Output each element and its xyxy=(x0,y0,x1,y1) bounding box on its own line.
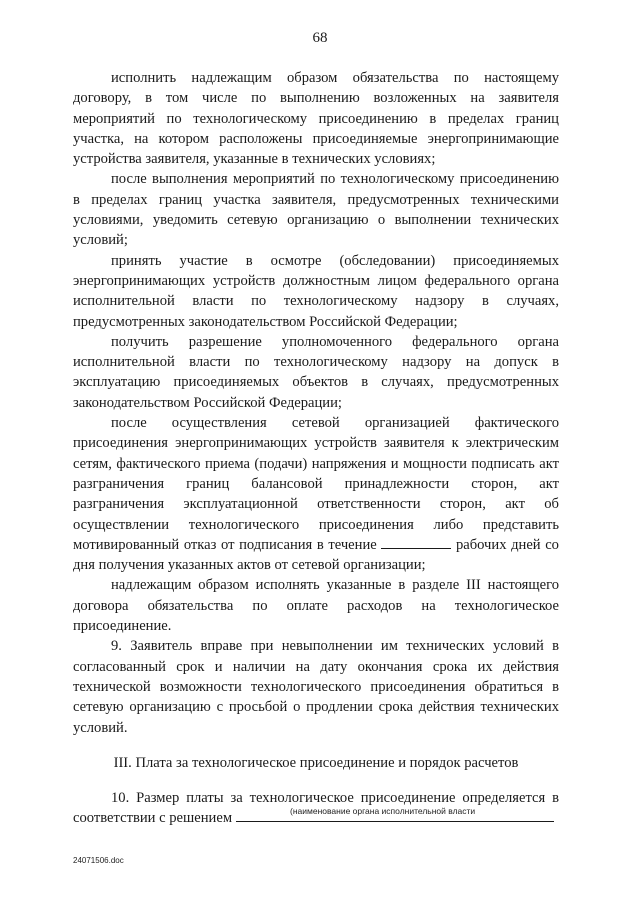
paragraph-inspection: принять участие в осмотре (обследовании) присоединяемых энергопринимающих устройств должностным лицом федерального органа исполнительной власти по технологическому надзору в случаях, предусмотренных законодательством Российской Федерации; xyxy=(73,252,559,330)
paragraph-acts-tail: рабочих дней со дня получения указанных актов от сетевой организации; xyxy=(73,536,559,574)
paragraph-permit: получить разрешение уполномоченного федерального органа исполнительной власти по технологическому надзору на допуск в эксплуатацию присоединяемых объектов в случаях, предусмотренных законодательством Российской Федерации; xyxy=(73,333,559,411)
section-heading: III. Плата за технологическое присоединение и порядок расчетов xyxy=(113,754,519,771)
paragraph-payment: надлежащим образом исполнять указанные в разделе III настоящего договора обязательства по оплате расходов на технологическое присоединение. xyxy=(73,577,559,635)
page-number: 68 xyxy=(312,30,328,46)
days-blank-line xyxy=(381,535,451,549)
paragraph-obligations: исполнить надлежащим образом обязательства по настоящему договору, в том числе по выполнению возложенных на заявителя мероприятий по технологическому присоединению в пределах границ участка, на котором расположены присоединяемые энергопринимающие устройства заявителя, указанные в технических условиях; xyxy=(73,70,559,168)
paragraph-9: 9. Заявитель вправе при невыполнении им технических условий в согласованный срок и наличии на дату окончания срока их действия технической возможности технологического присоединения обратиться в сетевую организацию с просьбой о продлении срока действия технических условий. xyxy=(73,638,559,736)
paragraph-10-text: 10. Размер платы за технологическое присоединение определяется в соответствии с решением xyxy=(73,790,559,827)
authority-caption: (наименование органа исполнительной власти xyxy=(290,806,476,816)
paragraph-notify: после выполнения мероприятий по технологическому присоединению в пределах границ участка заявителя, предусмотренных техническими условиями, уведомить сетевую организацию о выполнении технических условий; xyxy=(73,171,559,249)
paragraph-acts-text: после осуществления сетевой организацией фактического присоединения энергопринимающих устройств заявителя к электрическим сетям, фактического приема (подачи) напряжения и мощности подписать акт разграничения границ балансовой принадлежности сторон, акт разграничения эксплуатационной ответственности сторон, акт об осуществлении технологического присоединения либо представить мотивированный отказ от подписания в течение xyxy=(73,415,559,553)
paragraph-acts xyxy=(73,413,559,575)
document-body xyxy=(73,68,559,829)
footer-filename: 24071506.doc xyxy=(73,856,124,865)
